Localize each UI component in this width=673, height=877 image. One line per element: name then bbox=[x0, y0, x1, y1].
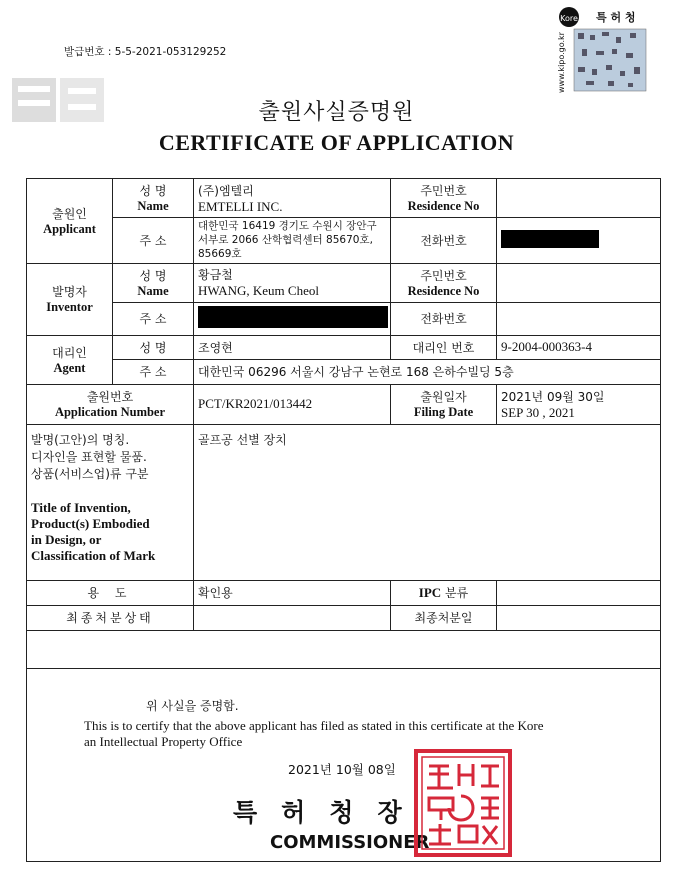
applicant-residence-label: 주민번호 Residence No bbox=[391, 179, 497, 218]
invention-row bbox=[27, 424, 661, 580]
kipo-logo bbox=[556, 5, 666, 95]
applicant-address-row bbox=[27, 218, 661, 264]
blank-row bbox=[27, 630, 661, 668]
applicant-phone-label: 전화번호 bbox=[391, 218, 497, 264]
inventor-residence-label: 주민번호 Residence No bbox=[391, 263, 497, 302]
official-seal bbox=[413, 748, 513, 858]
title-korean: 출원사실증명원 bbox=[258, 100, 415, 125]
agent-number-value: 9-2004-000363-4 bbox=[497, 335, 661, 359]
application-row bbox=[27, 384, 661, 424]
application-number-label: 출원번호 Application Number bbox=[27, 384, 194, 424]
logo-text: 특 허 청 bbox=[596, 11, 636, 24]
usage-row bbox=[27, 580, 661, 605]
applicant-section-label: 출원인 Applicant bbox=[27, 179, 113, 264]
agent-name-row bbox=[27, 335, 661, 359]
final-status-value bbox=[194, 605, 391, 630]
certificate-table bbox=[26, 178, 661, 862]
agent-name-value: 조영현 bbox=[194, 335, 391, 359]
certify-statement-english: This is to certify that the above applicant has filed as stated in this certificate at the Kore bbox=[84, 718, 544, 733]
application-number-value: PCT/KR2021/013442 bbox=[194, 384, 391, 424]
invention-title-value: 골프공 선별 장치 bbox=[194, 424, 661, 580]
final-status-label: 최종처분상태 bbox=[27, 605, 194, 630]
issue-number: 발급번호 : 5-5-2021-053129252 bbox=[64, 46, 227, 58]
inventor-address-row bbox=[27, 302, 661, 335]
inventor-name-row bbox=[27, 263, 661, 302]
usage-value: 확인용 bbox=[194, 580, 391, 605]
applicant-address-label: 주 소 bbox=[113, 218, 194, 264]
logo-mark: Kore bbox=[560, 14, 578, 23]
agent-address-label: 주 소 bbox=[113, 359, 194, 384]
inventor-name-value: 황금철 HWANG, Keum Cheol bbox=[194, 263, 391, 302]
certify-statement-korean: 위 사실을 증명함. bbox=[146, 699, 239, 713]
agent-name-label: 성 명 bbox=[113, 335, 194, 359]
issue-date: 2021년 10월 08일 bbox=[288, 762, 396, 777]
filing-date-label: 출원일자 Filing Date bbox=[391, 384, 497, 424]
title-english: CERTIFICATE OF APPLICATION bbox=[158, 130, 515, 155]
certify-statement-english-cont: an Intellectual Property Office bbox=[84, 734, 243, 749]
final-date-value bbox=[497, 605, 661, 630]
inventor-phone-value bbox=[497, 302, 661, 335]
inventor-residence-value bbox=[497, 263, 661, 302]
inventor-phone-label: 전화번호 bbox=[391, 302, 497, 335]
agent-address-row bbox=[27, 359, 661, 384]
applicant-address-value: 대한민국 16419 경기도 수원시 장안구 서부로 2066 산학협력센터 85670호, 85669호 bbox=[194, 218, 391, 264]
inventor-address-value bbox=[194, 302, 391, 335]
inventor-address-label: 주 소 bbox=[113, 302, 194, 335]
applicant-phone-value bbox=[497, 218, 661, 264]
commissioner-english: COMMISSIONER bbox=[270, 832, 430, 853]
final-status-row bbox=[27, 605, 661, 630]
usage-label: 용 도 bbox=[27, 580, 194, 605]
applicant-name-row bbox=[27, 179, 661, 218]
agent-section-label: 대리인 Agent bbox=[27, 335, 113, 384]
applicant-name-label: 성 명 Name bbox=[113, 179, 194, 218]
redacted-block bbox=[501, 230, 599, 248]
ipc-label: IPC 분류 bbox=[391, 580, 497, 605]
invention-label: 발명(고안)의 명칭. 디자인을 표현할 물품. 상품(서비스업)류 구분 Title of Invention, Product(s) Embodied in Design, or Classification of Mark bbox=[27, 424, 194, 580]
logo-url: www.kipo.go.kr bbox=[557, 32, 566, 93]
commissioner-korean: 특허청장 bbox=[233, 798, 426, 827]
inventor-section-label: 발명자 Inventor bbox=[27, 263, 113, 335]
filing-date-value: 2021년 09월 30일 SEP 30 , 2021 bbox=[497, 384, 661, 424]
ipc-value bbox=[497, 580, 661, 605]
agent-address-value: 대한민국 06296 서울시 강남구 논현로 168 은하수빌딩 5층 bbox=[194, 359, 661, 384]
applicant-residence-value bbox=[497, 179, 661, 218]
inventor-name-label: 성 명 Name bbox=[113, 263, 194, 302]
redacted-block bbox=[198, 306, 388, 328]
agent-number-label: 대리인 번호 bbox=[391, 335, 497, 359]
applicant-name-value: (주)엠텔리 EMTELLI INC. bbox=[194, 179, 391, 218]
final-date-label: 최종처분일 bbox=[391, 605, 497, 630]
